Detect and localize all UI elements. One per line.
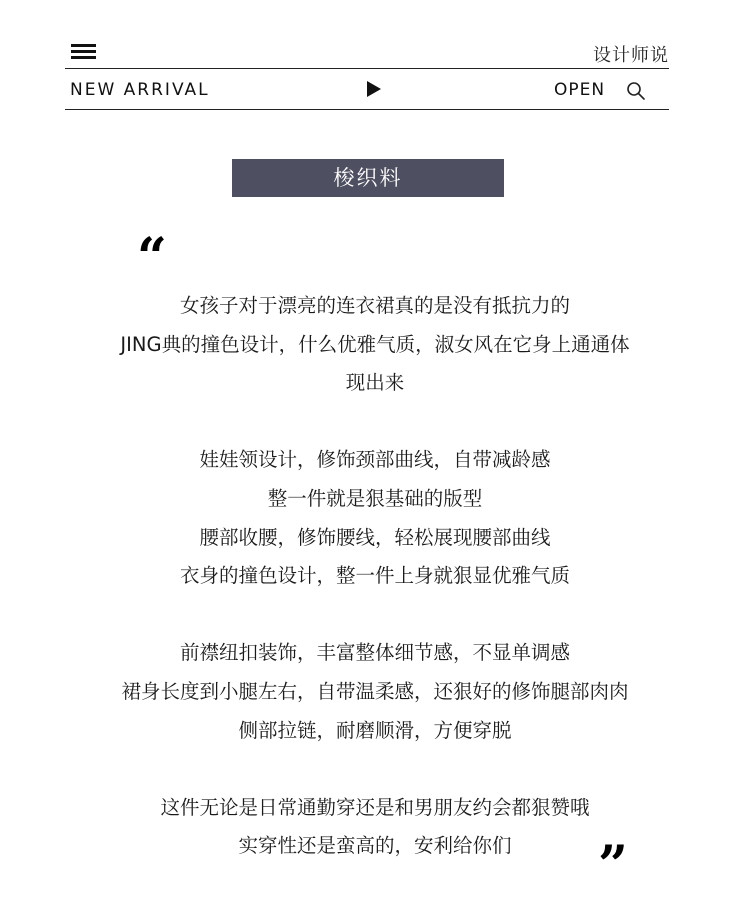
- text-line: 腰部收腰，修饰腰线，轻松展现腰部曲线: [199, 525, 551, 549]
- text-line: 实穿性还是蛮高的，安利给你们: [238, 834, 512, 858]
- text-line: 衣身的撞色设计，整一件上身就狠显优雅气质: [179, 564, 570, 588]
- new-arrival-label[interactable]: NEW ARRIVAL: [70, 80, 210, 100]
- paragraph-gap: [40, 596, 710, 635]
- play-icon[interactable]: [367, 81, 381, 97]
- section-title-banner: 梭织料: [232, 159, 504, 197]
- search-icon[interactable]: [626, 81, 646, 101]
- open-label[interactable]: OPEN: [554, 80, 606, 100]
- top-bar: [65, 38, 669, 69]
- text-line: JING典的撞色设计，什么优雅气质，淑女风在它身上通通体: [120, 332, 630, 356]
- text-line: 前襟纽扣装饰，丰富整体细节感，不显单调感: [179, 641, 570, 665]
- paragraph-gap: [40, 403, 710, 442]
- text-line: 女孩子对于漂亮的连衣裙真的是没有抵抗力的: [179, 294, 570, 317]
- nav-bar: [65, 69, 669, 110]
- paragraph-gap: [40, 750, 710, 789]
- text-line: 现出来: [345, 371, 405, 395]
- text-line: 娃娃领设计，修饰颈部曲线，自带减龄感: [199, 448, 551, 472]
- close-quote-mark: ”: [598, 835, 628, 896]
- text-line: 这件无论是日常通勤穿还是和男朋友约会都狠赞哦: [160, 795, 590, 819]
- description-text: [40, 287, 710, 866]
- text-line: 整一件就是狠基础的版型: [267, 486, 483, 510]
- text-line: 裙身长度到小腿左右，自带温柔感，还狠好的修饰腿部肉肉: [121, 679, 629, 703]
- open-quote-mark: “: [137, 227, 167, 288]
- text-line: 侧部拉链，耐磨顺滑，方便穿脱: [238, 718, 512, 742]
- designer-says-title: 设计师说: [593, 45, 669, 66]
- hamburger-menu-icon[interactable]: [71, 44, 96, 60]
